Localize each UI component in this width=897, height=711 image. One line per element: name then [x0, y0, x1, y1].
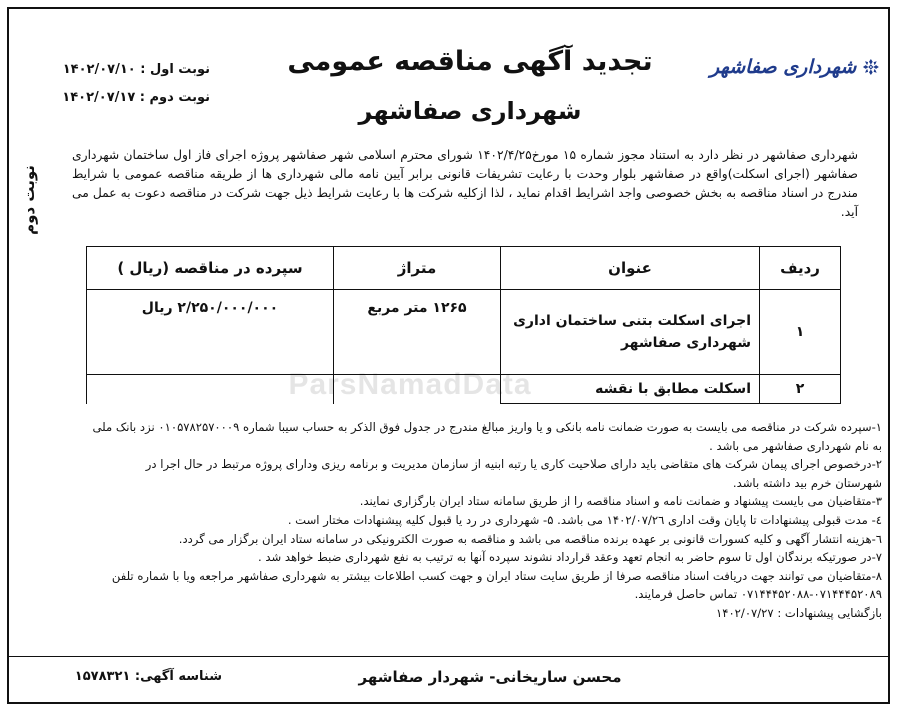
page-title: تجدید آگهی مناقصه عمومی: [287, 46, 653, 77]
intro-paragraph: شهرداری صفاشهر در نظر دارد به استناد مجوز شماره ۱۵ مورخ۱۴۰۲/۴/۲۵ شورای محترم اسلامی شهر صفاشهر پروژه اجرای فاز اول ساختمان شهرداری صفاشهر (اجرای اسکلت)واقع در صفاشهر بلوار وحدت با رعایت تشریفات قانونی برابر آیین نامه مالی شهرداری ها از طریقه مناقصه عمومی با شرایط مندرج در اسناد مناقصه به بخش خصوصی واجد اشرایط اقدام نماید ، لذا ازکلیه شرکت ها با رعایت شرایط ذیل جهت شرکت در مناقصه دعوت به عمل می آید.: [72, 148, 859, 219]
condition-line: ۰۷۱۴۴۴۵۲۰۸۸-۰۷۱۴۴۴۵۲۰۸۹ تماس حاصل فرمایند.: [634, 587, 882, 602]
condition-line: ٦-هزینه انتشار آگهی و کلیه کسورات قانونی بر عهده برنده مناقصه می باشد و مناقصه به صورت الکترونیکی در سامانه ستاد ایران برگزار می گردد.: [178, 531, 882, 546]
row-title: [501, 290, 760, 375]
footer-divider: [9, 656, 888, 657]
row-title-line-1: اجرای اسکلت بتنی ساختمان اداری: [513, 313, 751, 329]
condition-line: ۷-در صورتیکه برندگان اول تا سوم حاضر به انجام تعهد وعقد قرارداد نشوند سپرده آنها به ترتیب به نفع شهرداری ضبط خواهد شد .: [258, 550, 882, 565]
row-title-line-2: شهرداری صفاشهر: [620, 335, 751, 351]
logo-text: شهرداری صفاشهر: [710, 56, 857, 78]
second-notice-date: نوبت دوم : ۱۴۰۲/۰۷/۱۷: [62, 90, 210, 105]
page-subtitle: شهرداری صفاشهر: [358, 97, 582, 125]
table-row: [87, 375, 841, 404]
signature: محسن ساریخانی- شهردار صفاشهر: [358, 668, 622, 686]
side-label: [0, 130, 58, 270]
header-title: عنوان: [501, 247, 760, 290]
conditions-list: [70, 418, 882, 623]
row-area-empty: [334, 375, 501, 404]
logo-emblem-icon: [862, 38, 880, 96]
tender-table: [86, 246, 841, 404]
table-header-row: [87, 247, 841, 290]
notice-dates: [60, 56, 210, 112]
condition-line: ٤- مدت قبولی پیشنهادات تا پایان وقت اداری ۱۴۰۲/۰۷/۲٦ می باشد. ۵- شهرداری در رد یا قبول کلیه پیشنهادات مختار است .: [287, 512, 882, 527]
condition-line: شهرستان خرم بید داشته باشد.: [732, 475, 882, 490]
row-number: ۲: [760, 375, 841, 404]
condition-line: بازگشایی پیشنهادات : ۱۴۰۲/۰۷/۲۷: [716, 605, 882, 620]
row-deposit: ۲/۲۵۰/۰۰۰/۰۰۰ ریال: [87, 290, 334, 375]
condition-line: ۱-سپرده شرکت در مناقصه می بایست به صورت ضمانت نامه بانکی و یا واریز مبالغ مندرج در جدول فوق الذکر به حساب سیبا شماره ۰۱۰۵۷۸۲۵۷۰۰۰۹ نزد بانک ملی: [92, 420, 882, 434]
condition-line: ۸-متقاضیان می توانند جهت دریافت اسناد مناقصه صرفا از طریق سایت ستاد ایران و جهت کسب اطلاعات بیشتر به شهرداری صفاشهر مراجعه ویا با شماره تلفن: [111, 568, 882, 583]
header-row-no: ردیف: [760, 247, 841, 290]
title-block: [250, 40, 690, 138]
condition-line: ۳-متقاضیان می بایست پیشنهاد و ضمانت نامه و اسناد مناقصه را از طریق سامانه ستاد ایران بارگزاری نمایند.: [359, 494, 882, 509]
condition-line: به نام شهرداری صفاشهر می باشد .: [709, 438, 882, 453]
ad-id: شناسه آگهی: ۱۵۷۸۳۲۱: [74, 669, 222, 684]
header-area: متراژ: [334, 247, 501, 290]
row-number: ۱: [760, 290, 841, 375]
table-row: [87, 290, 841, 375]
row-deposit-empty: [87, 375, 334, 404]
first-notice-date: نوبت اول : ۱۴۰۲/۰۷/۱۰: [62, 62, 210, 77]
watermark: ParsNamadData: [288, 368, 532, 401]
municipality-logo: [710, 32, 880, 102]
side-label-text: نوبت دوم: [20, 165, 39, 235]
row-title: اسکلت مطابق با نقشه: [501, 375, 760, 404]
header-deposit: سپرده در مناقصه (ریال ): [87, 247, 334, 290]
row-area: ۱۲۶۵ متر مربع: [334, 290, 501, 375]
condition-line: ۲-درخصوص اجرای پیمان شرکت های متقاضی باید دارای صلاحیت کاری یا رتبه ابنیه از سازمان مدیریت و برنامه ریزی ودارای پروژه مرتبط در حال اجرا در: [145, 457, 882, 472]
